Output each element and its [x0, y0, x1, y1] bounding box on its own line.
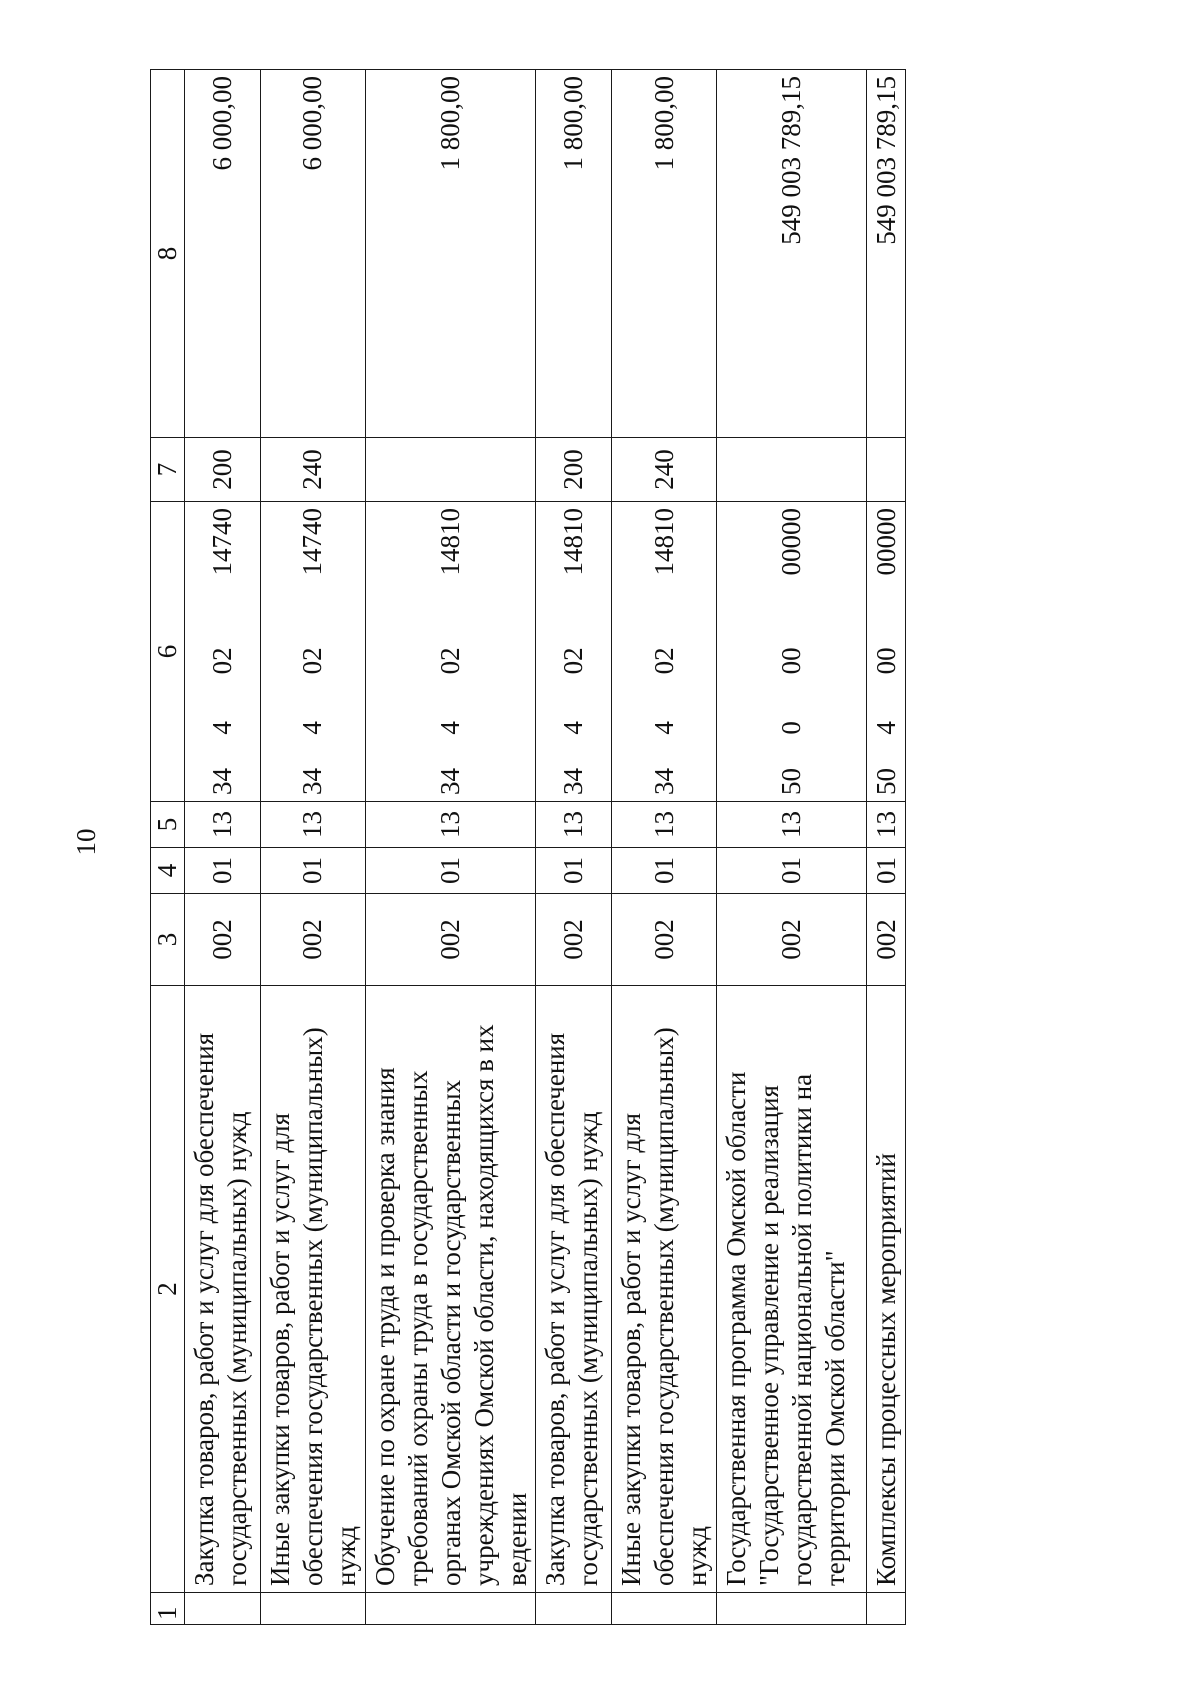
- expense-type-cell: 200: [184, 438, 260, 502]
- ksr-part: 4: [435, 721, 466, 735]
- expense-type-cell: 200: [536, 438, 612, 502]
- subsection-cell: 13: [867, 802, 906, 848]
- header-cell-8: 8: [151, 70, 185, 438]
- ksr-part: 00: [870, 647, 901, 675]
- item-name-cell: Иные закупки товаров, работ и услуг для обеспечения государственных (муниципальных) нужд: [612, 986, 717, 1593]
- ksr-part: 34: [297, 768, 328, 795]
- ksr-part: 34: [206, 768, 237, 795]
- ksr-part: 02: [648, 647, 679, 675]
- subsection-cell: 13: [612, 802, 717, 848]
- grbs-cell: 002: [717, 894, 867, 986]
- item-name-cell: Закупка товаров, работ и услуг для обеспечения государственных (муниципальных) нужд: [536, 986, 612, 1593]
- ksr-part: 4: [648, 721, 679, 735]
- row-number-cell: [717, 1593, 867, 1625]
- ksr-part: 34: [435, 768, 466, 795]
- section-cell: 01: [717, 848, 867, 894]
- ksr-part: 14810: [648, 508, 679, 576]
- page-number: 10: [71, 828, 101, 856]
- ksr-part: 4: [558, 721, 589, 735]
- ksr-part: 4: [297, 721, 328, 735]
- item-name-cell: Иные закупки товаров, работ и услуг для обеспечения государственных (муниципальных) нужд: [260, 986, 365, 1593]
- section-cell: 01: [365, 848, 536, 894]
- header-cell-5: 5: [151, 802, 185, 848]
- table-row: [867, 70, 906, 1625]
- section-cell: 01: [612, 848, 717, 894]
- table-row: [260, 70, 365, 1625]
- amount-cell: 1 800,00: [612, 70, 717, 438]
- target-article-cell: [867, 502, 906, 802]
- amount-cell: 549 003 789,15: [717, 70, 867, 438]
- grbs-cell: 002: [184, 894, 260, 986]
- ksr-part: 4: [870, 721, 901, 735]
- grbs-cell: 002: [612, 894, 717, 986]
- ksr-part: 02: [297, 647, 328, 675]
- grbs-cell: 002: [867, 894, 906, 986]
- item-name-cell: Обучение по охране труда и проверка знания требований охраны труда в государственных органах Омской области и государственных учреждениях Омской области, находящихся в их ведении: [365, 986, 536, 1593]
- ksr-part: 02: [206, 647, 237, 675]
- expense-type-cell: [365, 438, 536, 502]
- table-row: [717, 70, 867, 1625]
- grbs-cell: 002: [365, 894, 536, 986]
- table-row: [536, 70, 612, 1625]
- grbs-cell: 002: [536, 894, 612, 986]
- expense-type-cell: [867, 438, 906, 502]
- header-row: [151, 70, 185, 1625]
- ksr-part: 14810: [435, 508, 466, 576]
- header-cell-1: 1: [151, 1593, 185, 1625]
- amount-cell: 6 000,00: [260, 70, 365, 438]
- row-number-cell: [536, 1593, 612, 1625]
- row-number-cell: [260, 1593, 365, 1625]
- target-article-cell: [260, 502, 365, 802]
- item-name-cell: Комплексы процессных мероприятий: [867, 986, 906, 1593]
- expense-type-cell: 240: [260, 438, 365, 502]
- rotated-table-canvas: [150, 70, 902, 1625]
- target-article-cell: [717, 502, 867, 802]
- section-cell: 01: [867, 848, 906, 894]
- section-cell: 01: [260, 848, 365, 894]
- row-number-cell: [184, 1593, 260, 1625]
- row-number-cell: [365, 1593, 536, 1625]
- ksr-part: 14740: [206, 508, 237, 576]
- expense-type-cell: 240: [612, 438, 717, 502]
- amount-cell: 1 800,00: [365, 70, 536, 438]
- subsection-cell: 13: [717, 802, 867, 848]
- ksr-part: 50: [870, 768, 901, 795]
- amount-cell: 1 800,00: [536, 70, 612, 438]
- amount-cell: 549 003 789,15: [867, 70, 906, 438]
- row-number-cell: [612, 1593, 717, 1625]
- item-name-cell: Государственная программа Омской области "Государственное управление и реализация государственной национальной политики на территории Омской области": [717, 986, 867, 1593]
- row-number-cell: [867, 1593, 906, 1625]
- subsection-cell: 13: [365, 802, 536, 848]
- target-article-cell: [365, 502, 536, 802]
- ksr-part: 34: [648, 768, 679, 795]
- ksr-part: 02: [435, 647, 466, 675]
- ksr-part: 34: [558, 768, 589, 795]
- ksr-part: 00000: [776, 508, 807, 576]
- ksr-part: 00: [776, 647, 807, 675]
- subsection-cell: 13: [260, 802, 365, 848]
- expense-type-cell: [717, 438, 867, 502]
- ksr-part: 0: [776, 721, 807, 735]
- section-cell: 01: [184, 848, 260, 894]
- budget-table: [150, 69, 906, 1625]
- table-row: [612, 70, 717, 1625]
- ksr-part: 00000: [870, 508, 901, 576]
- ksr-part: 14810: [558, 508, 589, 576]
- subsection-cell: 13: [536, 802, 612, 848]
- target-article-cell: [536, 502, 612, 802]
- grbs-cell: 002: [260, 894, 365, 986]
- header-cell-4: 4: [151, 848, 185, 894]
- header-cell-7: 7: [151, 438, 185, 502]
- table-row: [365, 70, 536, 1625]
- target-article-cell: [184, 502, 260, 802]
- ksr-part: 4: [206, 721, 237, 735]
- header-cell-3: 3: [151, 894, 185, 986]
- header-cell-6: 6: [151, 502, 185, 802]
- header-cell-2: 2: [151, 986, 185, 1593]
- ksr-part: 14740: [297, 508, 328, 576]
- rotated-table-frame: [150, 70, 902, 1625]
- item-name-cell: Закупка товаров, работ и услуг для обеспечения государственных (муниципальных) нужд: [184, 986, 260, 1593]
- target-article-cell: [612, 502, 717, 802]
- ksr-part: 02: [558, 647, 589, 675]
- amount-cell: 6 000,00: [184, 70, 260, 438]
- section-cell: 01: [536, 848, 612, 894]
- subsection-cell: 13: [184, 802, 260, 848]
- ksr-part: 50: [776, 768, 807, 795]
- table-row: [184, 70, 260, 1625]
